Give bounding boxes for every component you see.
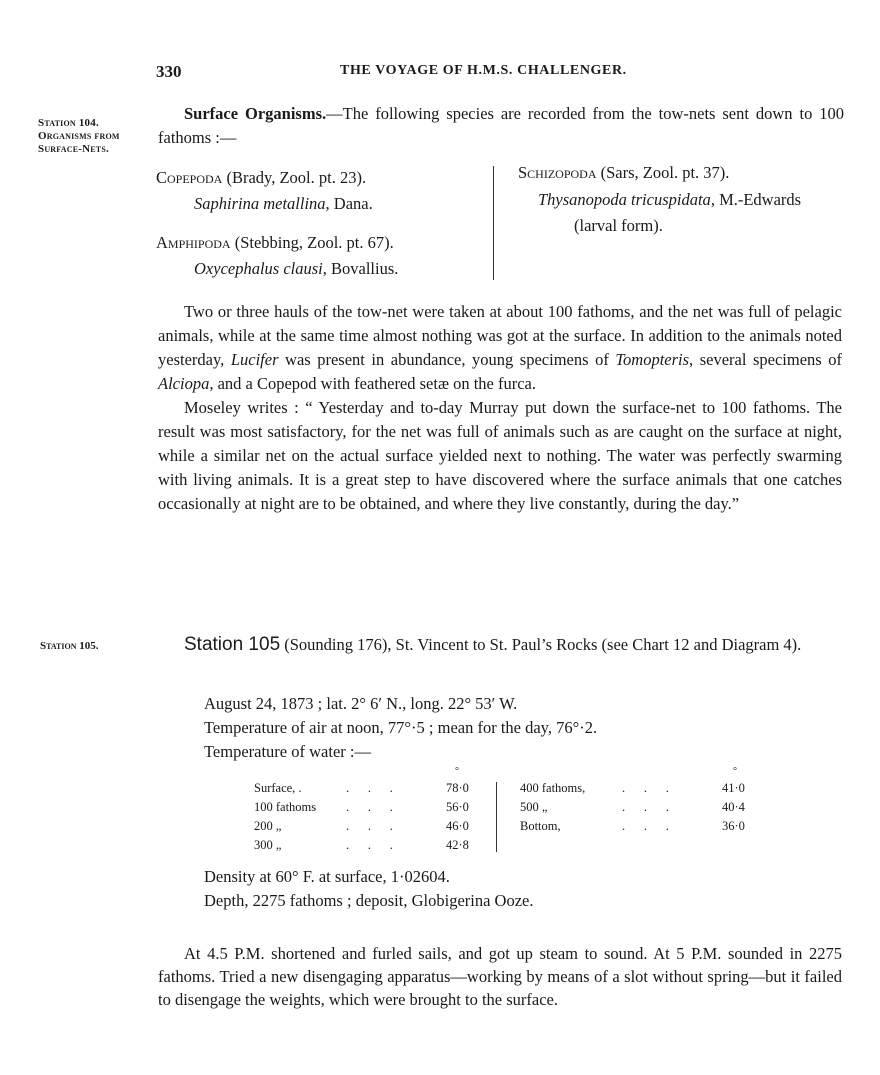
leader-dots: . . . bbox=[346, 819, 393, 833]
temp-value: 40·4 bbox=[722, 800, 745, 814]
temp-value: 42·8 bbox=[446, 838, 469, 852]
side-note-station-104 bbox=[38, 117, 120, 156]
text: , and a Copepod with feathered setæ on the furca. bbox=[209, 374, 537, 393]
schizopoda-note: (larval form). bbox=[574, 216, 663, 235]
text: , several specimens of bbox=[689, 350, 842, 369]
species-name: Oxycephalus clausi bbox=[194, 259, 323, 278]
surface-organisms-intro bbox=[158, 102, 844, 150]
leader-dots: . . . bbox=[622, 781, 669, 795]
group-name: Schizopoda bbox=[518, 163, 597, 182]
station-105-heading bbox=[158, 632, 842, 657]
table-row bbox=[520, 819, 561, 834]
depth-label: Surface, . bbox=[254, 781, 302, 795]
table-row bbox=[254, 819, 281, 834]
depth-label: 100 fathoms bbox=[254, 800, 317, 814]
copepoda-species bbox=[194, 194, 373, 214]
schizopoda-entry bbox=[518, 163, 729, 183]
date-position-line: August 24, 1873 ; lat. 2° 6′ N., long. 22° 53′ W. bbox=[204, 694, 518, 713]
table-row bbox=[254, 781, 302, 796]
text: Two or three hauls of the tow-net were taken at about 100 fathoms, and the net was full of pelagic animals, while at the same time almost nothing was got at the surface. In addition to the animals noted yesterday, bbox=[158, 302, 842, 369]
intro-text: —The following species are recorded from the tow-nets sent down to 100 fathoms :— bbox=[158, 104, 844, 147]
depth-label: 400 fathoms, bbox=[520, 781, 586, 795]
side-note-line: Surface-Nets. bbox=[38, 143, 109, 155]
temp-value: 78·0 bbox=[446, 781, 469, 795]
reference: (Stebbing, Zool. pt. 67). bbox=[230, 233, 394, 252]
genus-name: Alciopa bbox=[158, 374, 210, 393]
side-note-line: Organisms from bbox=[38, 130, 120, 142]
group-name: Amphipoda bbox=[156, 233, 231, 252]
text: was present in abundance, young specimens of bbox=[278, 350, 616, 369]
paragraph-hauls bbox=[158, 300, 842, 396]
depth-deposit-line: Depth, 2275 fathoms ; deposit, Globigerina Ooze. bbox=[204, 891, 534, 910]
leader-dots: . . . bbox=[346, 781, 393, 795]
temp-value: 36·0 bbox=[722, 819, 745, 833]
table-row bbox=[254, 838, 281, 853]
leader-dots: . . . bbox=[622, 819, 669, 833]
depth-label: 300 „ bbox=[254, 838, 282, 852]
amphipoda-species bbox=[194, 259, 398, 279]
temp-value: 46·0 bbox=[446, 819, 469, 833]
table-divider bbox=[496, 782, 497, 852]
depth-label: 200 „ bbox=[254, 819, 282, 833]
side-note-line: Station 104. bbox=[38, 117, 99, 129]
page-number: 330 bbox=[156, 62, 182, 81]
group-name: Copepoda bbox=[156, 168, 223, 187]
amphipoda-entry bbox=[156, 233, 394, 253]
degree-mark: ° bbox=[455, 766, 459, 777]
section-heading: Surface Organisms. bbox=[184, 104, 327, 123]
water-temperature-label: Temperature of water :— bbox=[204, 742, 371, 761]
density-line: Density at 60° F. at surface, 1·02604. bbox=[204, 867, 450, 886]
station-route: (Sounding 176), St. Vincent to St. Paul’s Rocks (see Chart 12 and Diagram 4). bbox=[280, 635, 802, 654]
depth-label: 500 „ bbox=[520, 800, 548, 814]
depth-label: Bottom, bbox=[520, 819, 561, 833]
final-paragraph: At 4.5 P.M. shortened and furled sails, and got up steam to sound. At 5 P.M. sounded in 2275 fathoms. Tried a new disengaging apparatus—working by means of a slot without spring—but it failed to disengage the weights, which were brought to the surface. bbox=[158, 944, 842, 1009]
genus-name: Tomopteris bbox=[615, 350, 690, 369]
table-row bbox=[520, 781, 585, 796]
column-divider bbox=[493, 166, 494, 280]
temp-value: 41·0 bbox=[722, 781, 745, 795]
species-author: , Bovallius. bbox=[322, 259, 399, 278]
body-text-104 bbox=[158, 300, 842, 516]
leader-dots: . . . bbox=[346, 838, 393, 852]
species-name: Thysanopoda tricuspidata bbox=[538, 190, 711, 209]
schizopoda-species bbox=[538, 190, 801, 210]
genus-name: Lucifer bbox=[230, 350, 279, 369]
running-title: THE VOYAGE OF H.M.S. CHALLENGER. bbox=[340, 63, 627, 78]
side-note-station-105: Station 105. bbox=[40, 640, 99, 652]
table-row bbox=[254, 800, 316, 815]
copepoda-entry bbox=[156, 168, 366, 188]
degree-mark: ° bbox=[733, 766, 737, 777]
air-temperature-line: Temperature of air at noon, 77°·5 ; mean for the day, 76°·2. bbox=[204, 718, 598, 737]
species-author: , M.-Edwards bbox=[710, 190, 802, 209]
species-author: , Dana. bbox=[325, 194, 373, 213]
paragraph-moseley: Moseley writes : “ Yesterday and to-day Murray put down the surface-net to 100 fathoms. The result was most satisfactory, for the net was full of animals such as are caught on the surface at night, while a similar net on the actual surface yielded next to nothing. The water was perfectly swarming with living animals. It is a great step to have discovered where the surface animals that one catches occasionally at night are to be obtained, and where they live constantly, during the day.” bbox=[158, 398, 842, 513]
station-title: Station 105 bbox=[184, 634, 281, 655]
leader-dots: . . . bbox=[346, 800, 393, 814]
leader-dots: . . . bbox=[622, 800, 669, 814]
table-row bbox=[520, 800, 547, 815]
reference: (Brady, Zool. pt. 23). bbox=[222, 168, 367, 187]
species-name: Saphirina metallina bbox=[194, 194, 326, 213]
reference: (Sars, Zool. pt. 37). bbox=[596, 163, 730, 182]
temp-value: 56·0 bbox=[446, 800, 469, 814]
